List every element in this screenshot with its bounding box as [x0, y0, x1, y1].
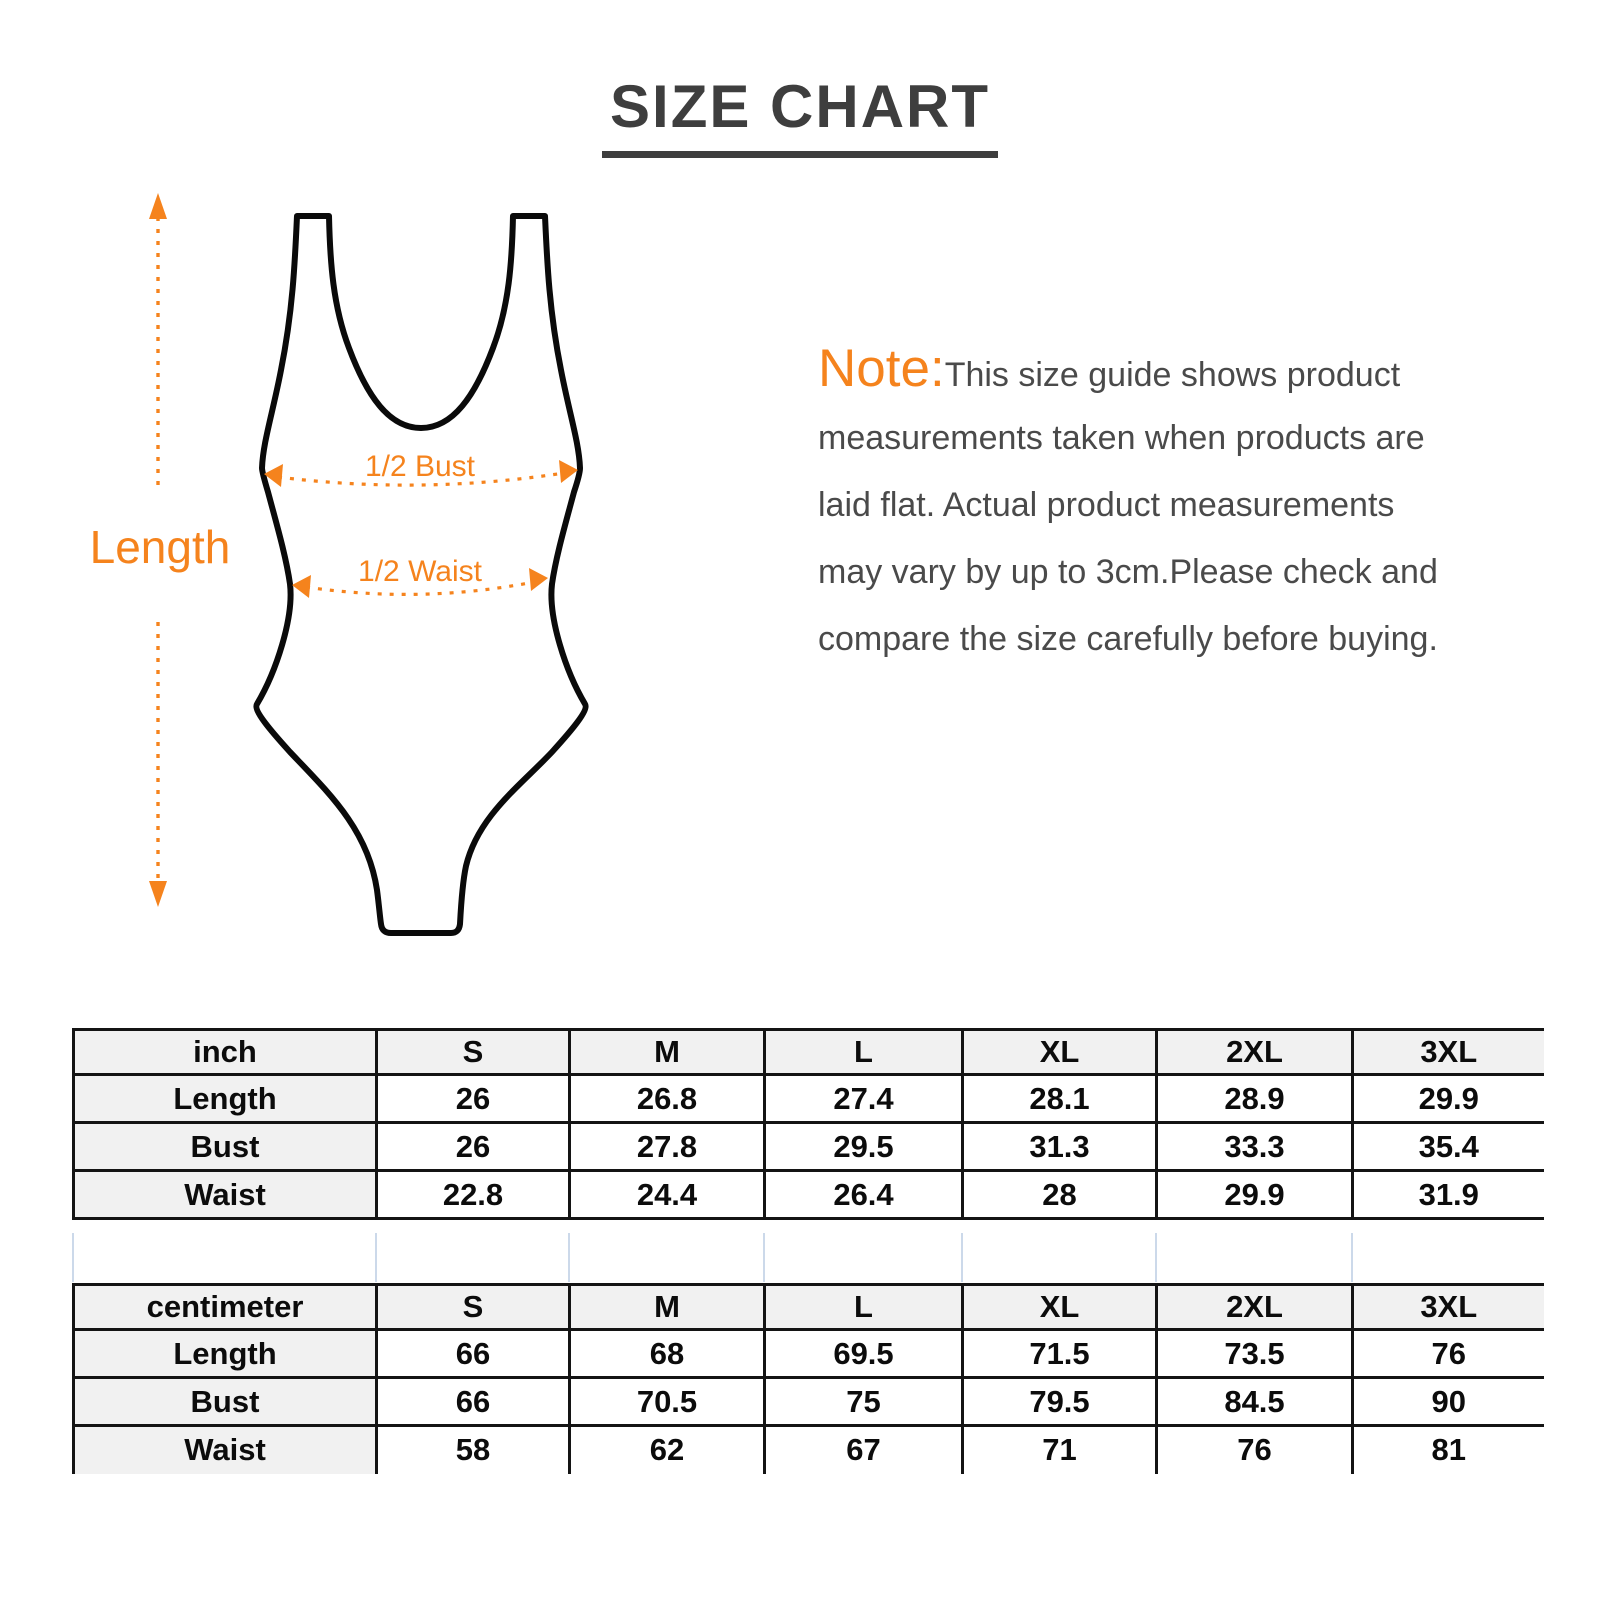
note-line: compare the size carefully before buying. — [818, 620, 1438, 658]
measurement-value: 31.3 — [963, 1123, 1157, 1171]
table-header-row — [74, 1030, 1544, 1075]
table-row — [74, 1330, 1544, 1378]
measurement-value: 71.5 — [963, 1330, 1157, 1378]
measure-row-label: Waist — [74, 1426, 377, 1474]
measurement-value: 69.5 — [765, 1330, 963, 1378]
measurement-value: 79.5 — [963, 1378, 1157, 1426]
table-header-row — [74, 1285, 1544, 1330]
table-row — [74, 1075, 1544, 1123]
note-line — [818, 333, 1528, 405]
title-wrap — [0, 72, 1600, 158]
measure-row-label: Bust — [74, 1378, 377, 1426]
note-line: measurements taken when products are — [818, 419, 1425, 457]
measurement-value: 66 — [377, 1378, 570, 1426]
measure-row-label: Length — [74, 1075, 377, 1123]
measurement-value: 58 — [377, 1426, 570, 1474]
measurement-value: 70.5 — [570, 1378, 765, 1426]
measurement-value: 84.5 — [1157, 1378, 1353, 1426]
measurement-value: 76 — [1353, 1330, 1544, 1378]
size-column-header: S — [377, 1030, 570, 1075]
measurement-value: 35.4 — [1353, 1123, 1544, 1171]
measurement-value: 75 — [765, 1378, 963, 1426]
size-column-header: S — [377, 1285, 570, 1330]
length-label: Length — [89, 521, 231, 573]
measurement-value: 81 — [1353, 1426, 1544, 1474]
half-waist-label: 1/2 Waist — [358, 555, 482, 588]
measurement-value: 29.9 — [1157, 1171, 1353, 1219]
note-block — [818, 333, 1528, 673]
measurement-value: 33.3 — [1157, 1123, 1353, 1171]
measurement-value: 62 — [570, 1426, 765, 1474]
size-column-header: 3XL — [1353, 1285, 1544, 1330]
measurement-value: 22.8 — [377, 1171, 570, 1219]
measurement-value: 90 — [1353, 1378, 1544, 1426]
table-row — [74, 1378, 1544, 1426]
measurement-value: 67 — [765, 1426, 963, 1474]
note-text: This size guide shows product — [944, 356, 1401, 394]
measurement-value: 29.5 — [765, 1123, 963, 1171]
measurement-value: 28.1 — [963, 1075, 1157, 1123]
measurement-value: 76 — [1157, 1426, 1353, 1474]
measurement-value: 29.9 — [1353, 1075, 1544, 1123]
measurement-value: 27.8 — [570, 1123, 765, 1171]
note-heading: Note: — [818, 339, 945, 398]
measurement-value: 26.4 — [765, 1171, 963, 1219]
measurement-value: 68 — [570, 1330, 765, 1378]
size-column-header: XL — [963, 1285, 1157, 1330]
measurement-value: 24.4 — [570, 1171, 765, 1219]
size-column-header: 2XL — [1157, 1285, 1353, 1330]
measurement-value: 73.5 — [1157, 1330, 1353, 1378]
spreadsheet-gridlines — [72, 1233, 1542, 1282]
measurement-value: 31.9 — [1353, 1171, 1544, 1219]
size-column-header: L — [765, 1285, 963, 1330]
measurement-value: 28.9 — [1157, 1075, 1353, 1123]
size-column-header: 2XL — [1157, 1030, 1353, 1075]
size-column-header: M — [570, 1030, 765, 1075]
size-table-centimeter — [72, 1283, 1544, 1474]
measurement-value: 26 — [377, 1123, 570, 1171]
note-line: laid flat. Actual product measurements — [818, 486, 1395, 524]
size-column-header: L — [765, 1030, 963, 1075]
page-title: SIZE CHART — [602, 72, 998, 158]
measurement-value: 27.4 — [765, 1075, 963, 1123]
table-row — [74, 1123, 1544, 1171]
note-line: may vary by up to 3cm.Please check and — [818, 553, 1438, 591]
measurement-value: 28 — [963, 1171, 1157, 1219]
measurement-value: 66 — [377, 1330, 570, 1378]
measurement-value: 71 — [963, 1426, 1157, 1474]
table-row — [74, 1171, 1544, 1219]
measurement-value: 26 — [377, 1075, 570, 1123]
measure-row-label: Bust — [74, 1123, 377, 1171]
measurement-value: 26.8 — [570, 1075, 765, 1123]
table-row — [74, 1426, 1544, 1474]
measure-row-label: Waist — [74, 1171, 377, 1219]
size-column-header: XL — [963, 1030, 1157, 1075]
size-column-header: M — [570, 1285, 765, 1330]
unit-header: inch — [74, 1030, 377, 1075]
measure-row-label: Length — [74, 1330, 377, 1378]
size-column-header: 3XL — [1353, 1030, 1544, 1075]
size-table-inch — [72, 1028, 1544, 1220]
half-bust-label: 1/2 Bust — [364, 450, 476, 483]
unit-header: centimeter — [74, 1285, 377, 1330]
